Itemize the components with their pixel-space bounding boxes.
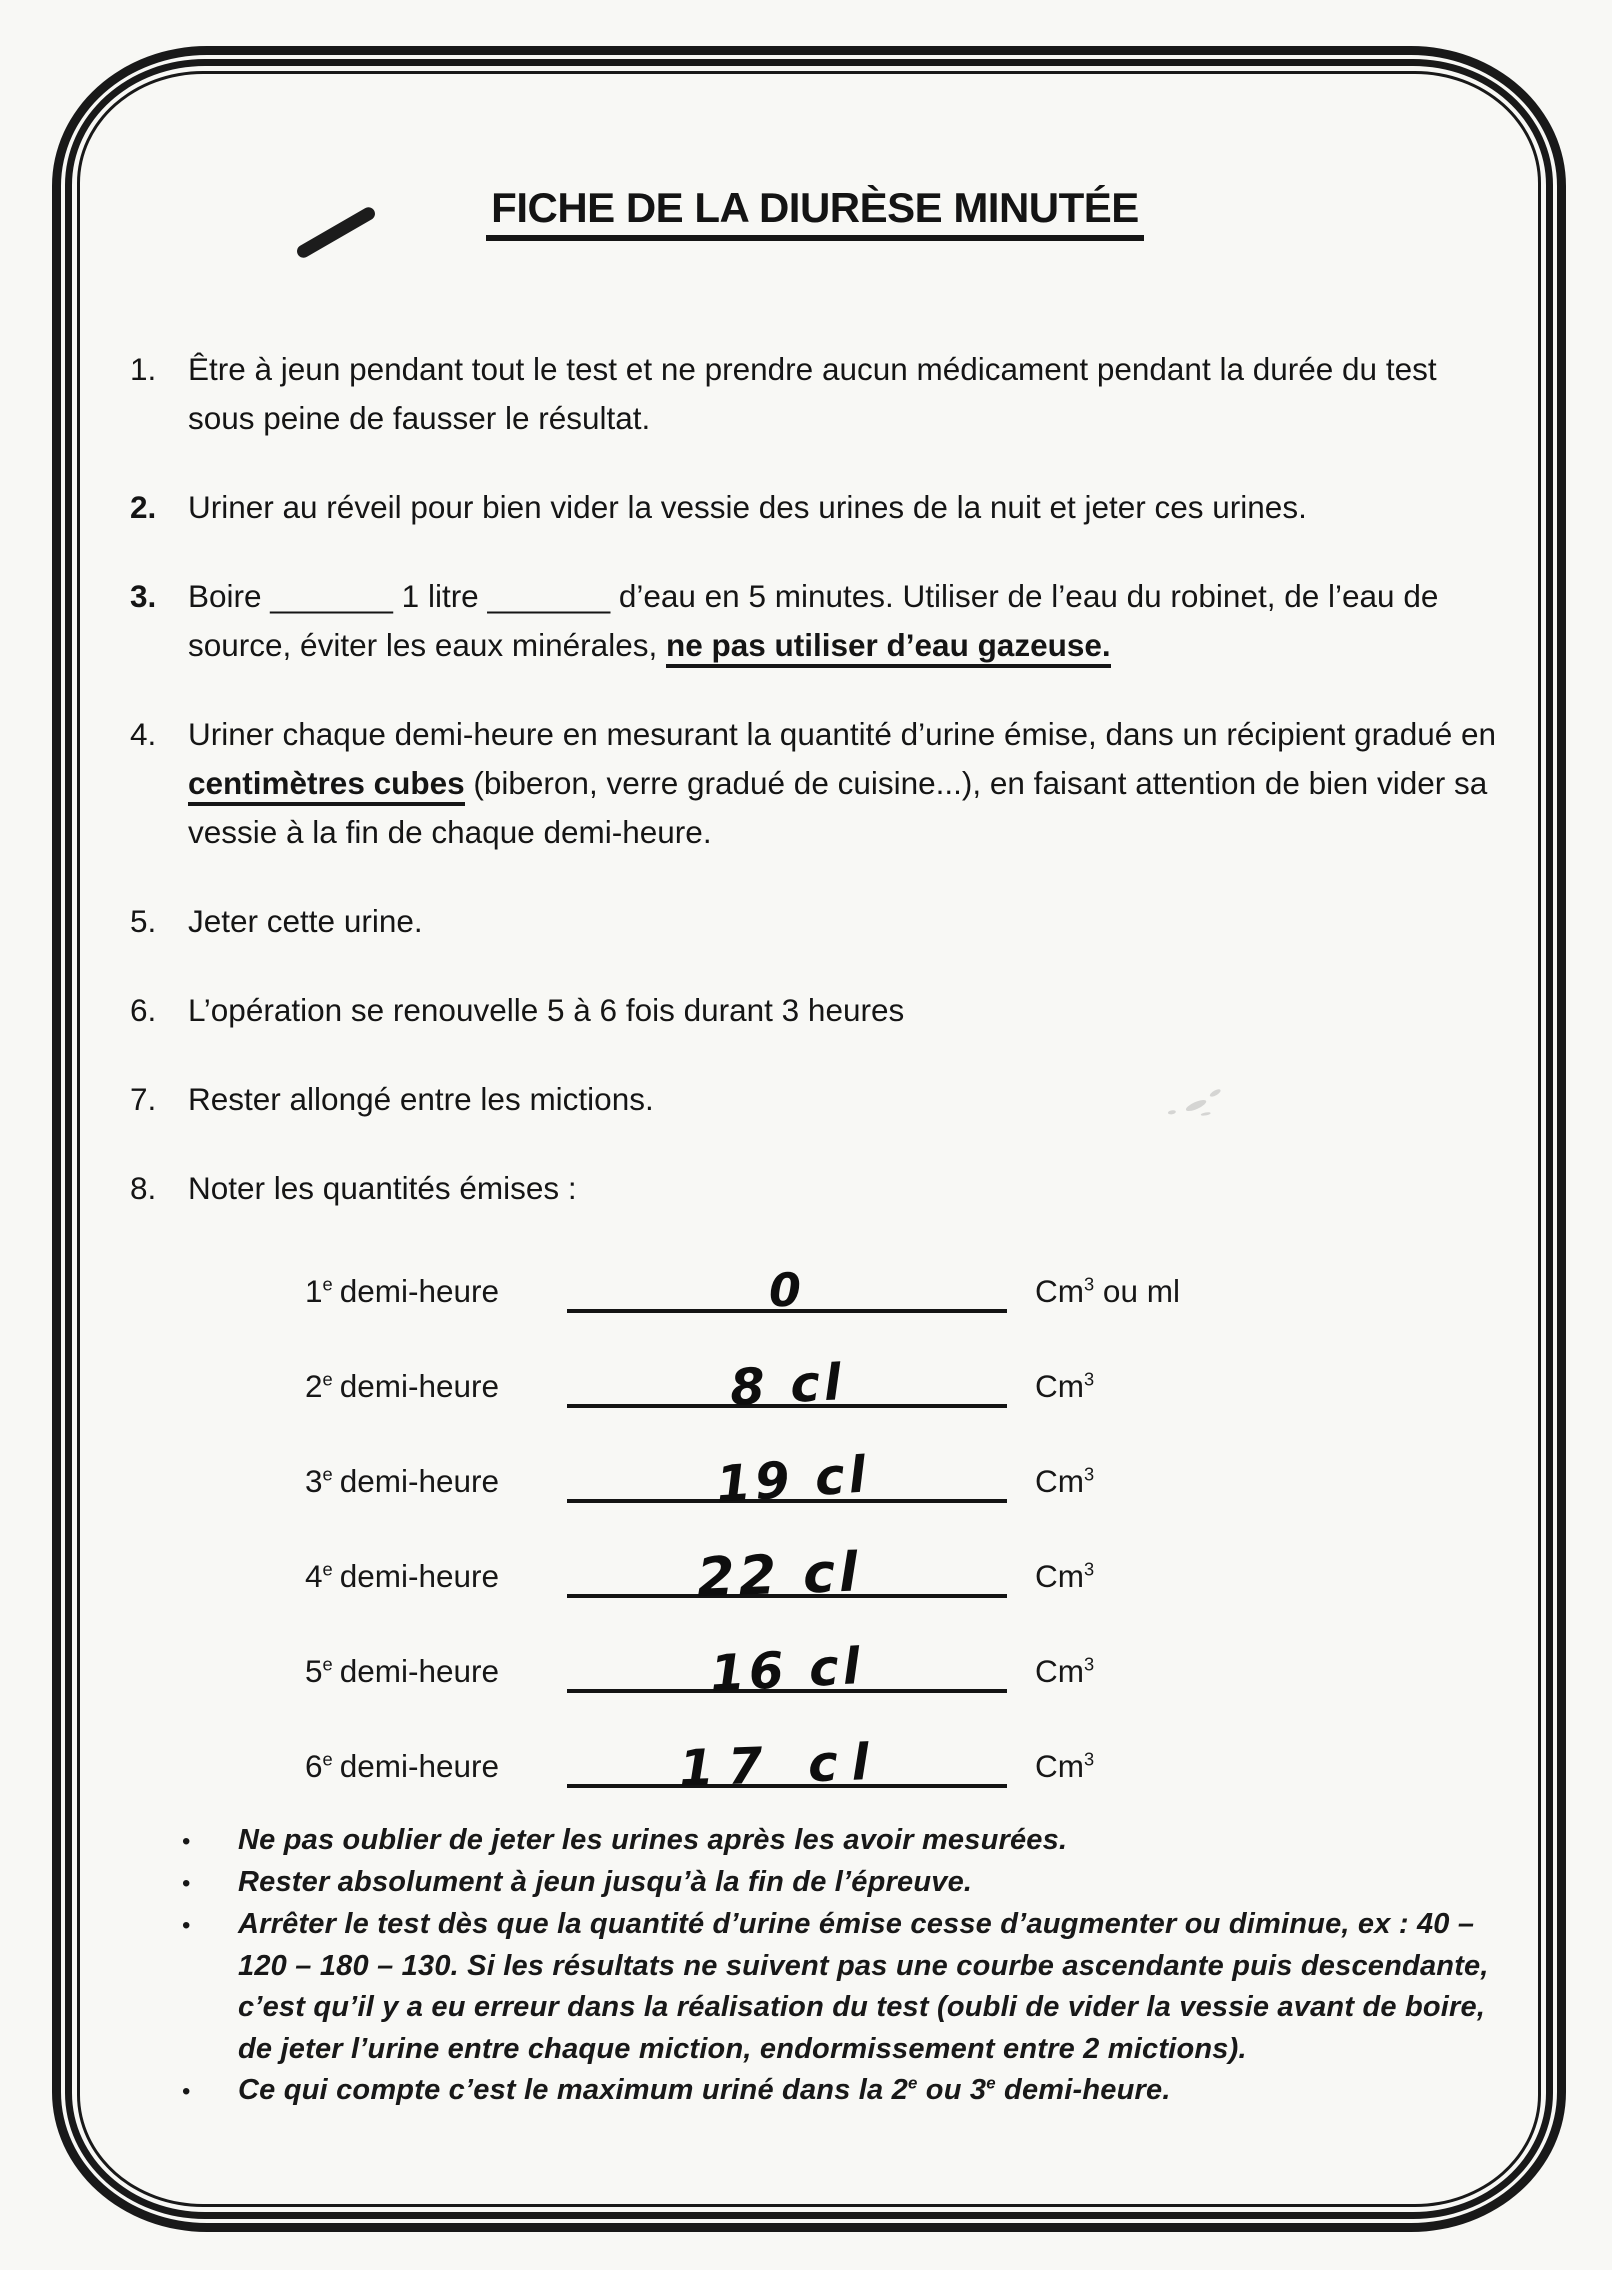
item-number: 5. [130, 903, 157, 939]
row-label: 6e demi-heure [305, 1748, 500, 1784]
fill-in-line [567, 1623, 1007, 1703]
bullet-icon: • [182, 1912, 191, 1939]
fill-in-line [567, 1718, 1007, 1798]
footnote-item-1 [182, 1820, 1492, 1862]
item-text: L’opération se renouvelle 5 à 6 fois durant 3 heures [188, 992, 905, 1028]
fill-in-line [567, 1243, 1007, 1318]
bullet-icon: • [182, 1870, 191, 1897]
bullet-icon: • [182, 1828, 191, 1855]
item-text: Noter les quantités émises : [188, 1170, 577, 1206]
item-text: Boire _______ 1 litre _______ d’eau en 5 minutes. Utiliser de l’eau du robinet, de l’eau de source, éviter les eaux minérales, ne pas utiliser d’eau gazeuse. [188, 572, 1500, 670]
handwritten-value: 16 cl [708, 1637, 866, 1703]
item-number: 4. [130, 716, 157, 752]
unit-label: Cm$^3$ [1035, 1558, 1095, 1594]
instruction-item-2 [130, 483, 1510, 532]
unit-label: Cm$^3$ [1035, 1463, 1095, 1499]
unit-label: Cm$^3$ [1035, 1653, 1095, 1689]
item-text: Rester allongé entre les mictions. [188, 1081, 654, 1117]
instruction-item-8 [130, 1164, 1510, 1213]
row-label: 4e demi-heure [305, 1558, 500, 1594]
handwritten-value: 0 [768, 1262, 806, 1318]
footnote-text: Ne pas oublier de jeter les urines après les avoir mesurées. [238, 1824, 1068, 1856]
footnote-list [182, 1820, 1492, 2112]
item-text: Être à jeun pendant tout le test et ne prendre aucun médicament pendant la durée du test sous peine de fausser le résultat. [188, 351, 1437, 436]
instruction-item-3 [130, 572, 1510, 670]
measurement-table [305, 1247, 1510, 1798]
instruction-item-7 [130, 1075, 1510, 1124]
item-number: 6. [130, 992, 157, 1028]
document-content [120, 170, 1510, 2112]
handwritten-value: 22 cl [695, 1540, 863, 1610]
document-title: FICHE DE LA DIURÈSE MINUTÉE [486, 184, 1144, 241]
row-label: 3e demi-heure [305, 1463, 500, 1499]
item-text: Uriner au réveil pour bien vider la vessie des urines de la nuit et jeter ces urines. [188, 489, 1307, 525]
handwritten-value: 8 cl [728, 1353, 846, 1417]
footnote-item-4 [182, 2070, 1492, 2112]
footnote-item-2 [182, 1862, 1492, 1904]
instruction-item-5 [130, 897, 1510, 946]
measurement-row-6 [305, 1722, 1510, 1798]
row-label: 1e demi-heure [305, 1273, 500, 1309]
item-text: Uriner chaque demi-heure en mesurant la quantité d’urine émise, dans un récipient gradué en centimètres cubes (biberon, verre gradué de cuisine...), en faisant attention de bien vider sa vessie à la fin de chaque demi-heure. [188, 716, 1497, 850]
item-text: Jeter cette urine. [188, 903, 423, 939]
instruction-item-4 [130, 710, 1510, 857]
measurement-row-1 [305, 1247, 1510, 1318]
handwritten-value: 17 cl [678, 1732, 884, 1798]
instruction-list [120, 345, 1510, 1213]
item-number: 7. [130, 1081, 157, 1117]
footnote-text: Ce qui compte c’est le maximum uriné dans la 2e ou 3e demi-heure. [238, 2073, 1171, 2106]
item-number: 1. [130, 351, 157, 387]
footnote-text: Arrêter le test dès que la quantité d’urine émise cesse d’augmenter ou diminue, ex : 40 – 120 – 180 – 130. Si les résultats ne suivent pas une courbe ascendante puis descendante, c’est qu’il y a eu erreur dans la réalisation du test (oubli de vider la vessie avant de boire, de jeter l’urine entre chaque miction, endormissement entre 2 mictions). [238, 1908, 1489, 2065]
fill-in-line [567, 1338, 1007, 1417]
measurement-row-4 [305, 1532, 1510, 1610]
bullet-icon: • [182, 2078, 191, 2105]
unit-label: Cm$^3$ ou ml [1035, 1273, 1180, 1309]
unit-label: Cm$^3$ [1035, 1748, 1095, 1784]
row-label: 2e demi-heure [305, 1368, 500, 1404]
fill-in-line [567, 1433, 1007, 1514]
instruction-item-6 [130, 986, 1510, 1035]
fill-in-line [567, 1528, 1007, 1610]
footnote-text: Rester absolument à jeun jusqu’à la fin de l’épreuve. [238, 1866, 973, 1898]
handwritten-value: 19 cl [714, 1445, 872, 1514]
row-label: 5e demi-heure [305, 1653, 500, 1689]
unit-label: Cm$^3$ [1035, 1368, 1095, 1404]
measurement-row-2 [305, 1342, 1510, 1417]
item-number: 3. [130, 578, 157, 614]
item-number: 8. [130, 1170, 157, 1206]
footnote-item-3 [182, 1904, 1492, 2070]
item-number: 2. [130, 489, 157, 525]
measurement-row-3 [305, 1437, 1510, 1514]
measurement-row-5 [305, 1627, 1510, 1703]
instruction-item-1 [130, 345, 1510, 443]
